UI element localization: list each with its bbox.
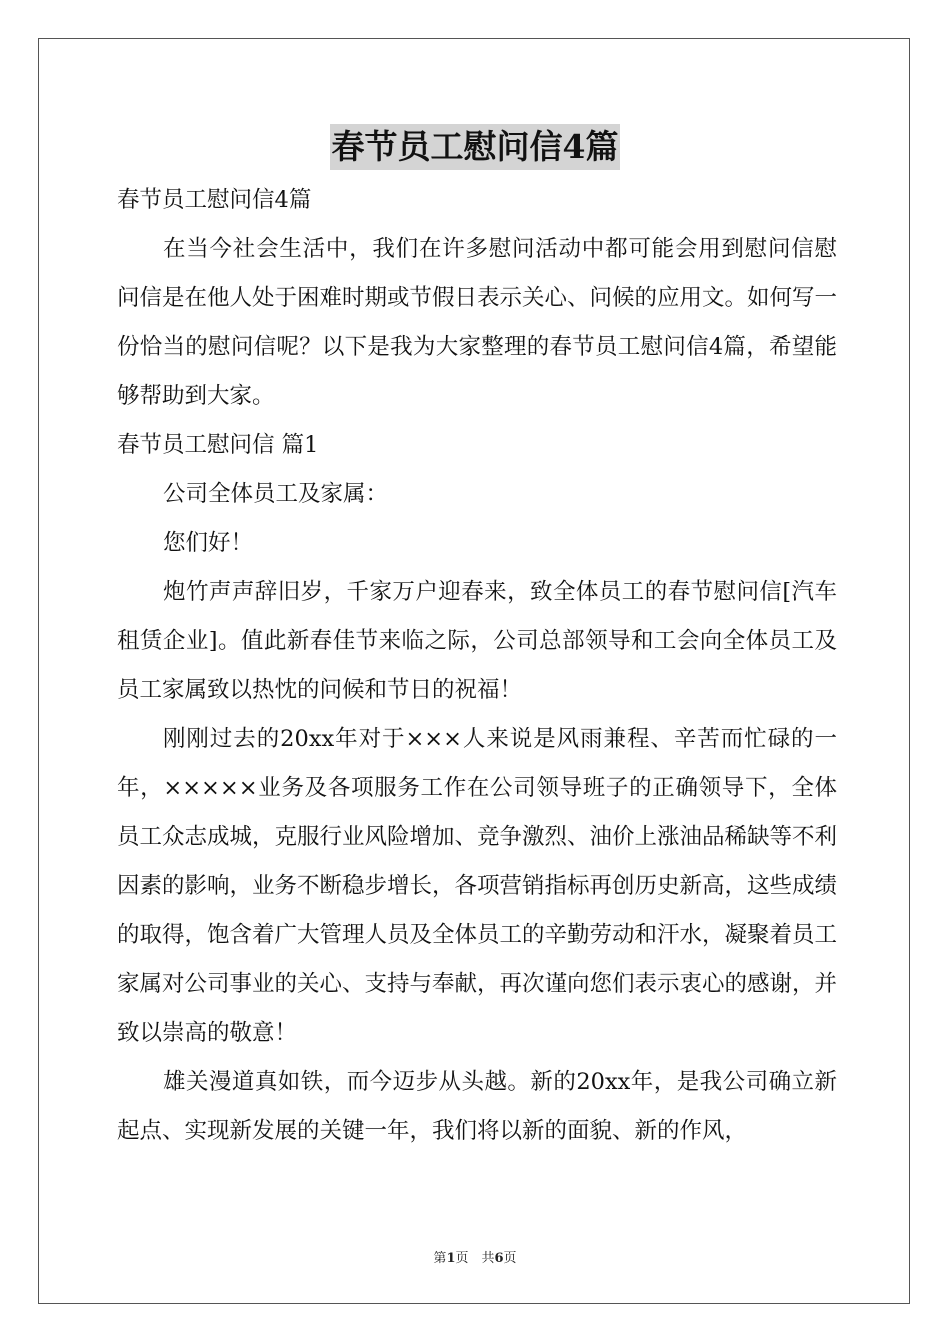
section-heading: 春节员工慰问信 篇1 [117,432,319,458]
title-wrap [0,124,950,170]
footer-suffix: 页 [503,1251,517,1266]
document-body [117,176,837,1156]
footer-prefix: 第 [433,1251,447,1266]
footer-page-total: 6 [494,1251,504,1266]
paragraph: 公司全体员工及家属： [163,481,389,507]
footer-mid: 页 共 [455,1251,495,1266]
paragraph: 您们好！ [163,530,254,556]
paragraph: 炮竹声声辞旧岁，千家万户迎春来，致全体员工的春节慰问信[汽车租赁企业]。值此新春佳节来临之际，公司总部领导和工会向全体员工及员工家属致以热忱的问候和节日的祝福！ [117,579,837,703]
paragraph: 春节员工慰问信4篇 [117,187,312,213]
page-footer [0,1247,950,1266]
document-title: 春节员工慰问信4篇 [330,124,621,170]
paragraph: 刚刚过去的20xx年对于×××人来说是风雨兼程、辛苦而忙碌的一年，×××××业务及各项服务工作在公司领导班子的正确领导下，全体员工众志成城，克服行业风险增加、竞争激烈、油价上涨油品稀缺等不利因素的影响，业务不断稳步增长，各项营销指标再创历史新高，这些成绩的取得，饱含着广大管理人员及全体员工的辛勤劳动和汗水，凝聚着员工家属对公司事业的关心、支持与奉献，再次谨向您们表示衷心的感谢，并致以崇高的敬意！ [117,726,838,1046]
footer-page-number: 1 [446,1251,456,1266]
paragraph: 在当今社会生活中，我们在许多慰问活动中都可能会用到慰问信慰问信是在他人处于困难时期或节假日表示关心、问候的应用文。如何写一份恰当的慰问信呢？以下是我为大家整理的春节员工慰问信4篇，希望能够帮助到大家。 [117,236,838,409]
paragraph: 雄关漫道真如铁，而今迈步从头越。新的20xx年，是我公司确立新起点、实现新发展的关键一年，我们将以新的面貌、新的作风， [117,1069,837,1144]
